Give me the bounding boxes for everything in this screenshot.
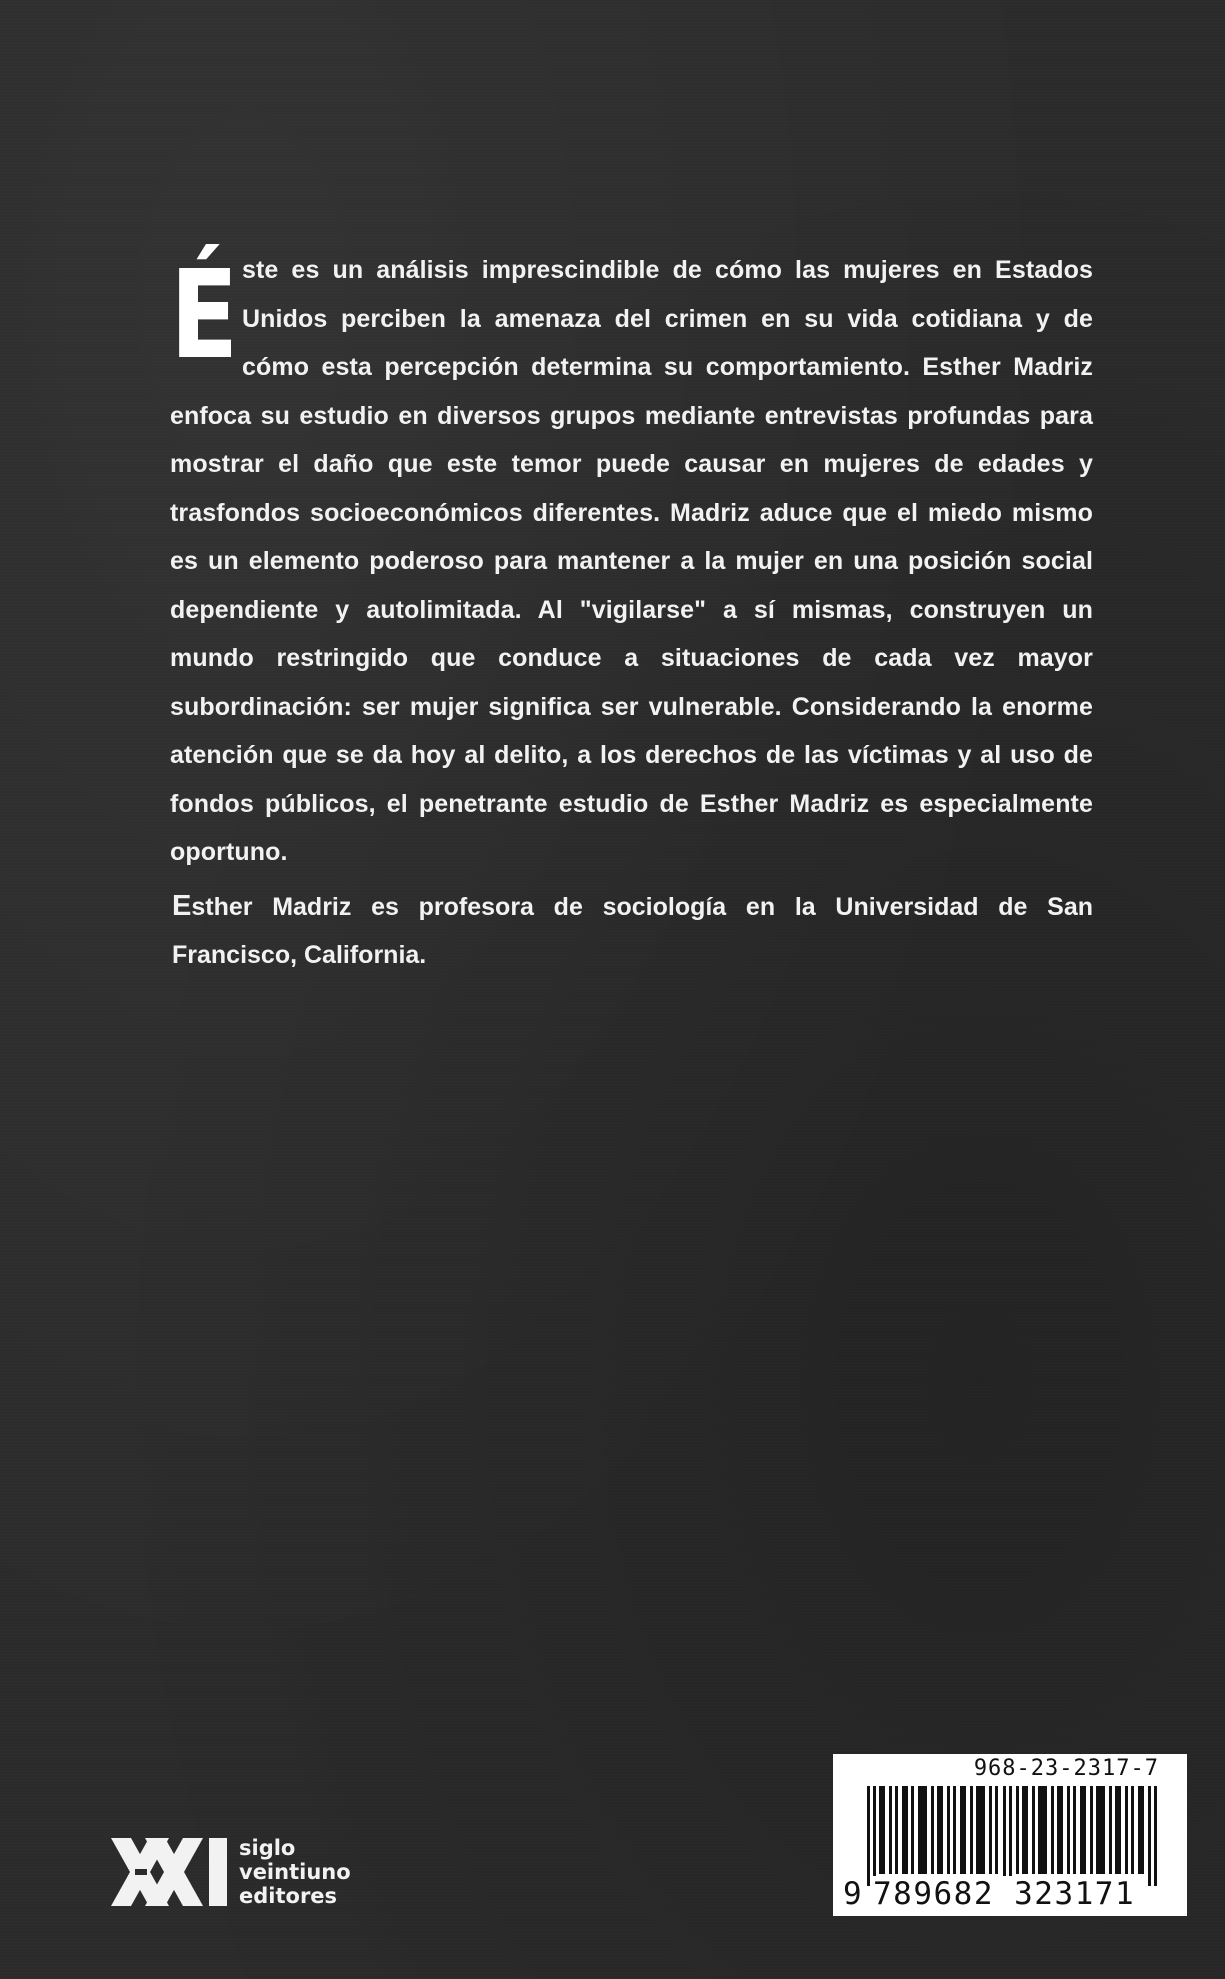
barcode-bars-icon: [839, 1786, 1181, 1886]
publisher-line-veintiuno: veintiuno: [239, 1860, 351, 1884]
author-bio: [172, 882, 1093, 979]
isbn-number: 968-23-2317-7: [973, 1756, 1159, 1781]
ean-first-digit: 9: [843, 1876, 864, 1912]
ean-digits: 789682 323171: [873, 1876, 1136, 1912]
author-bio-initial: E: [172, 890, 192, 922]
author-bio-text: sther Madriz es profesora de sociología en la Universidad de San Francisco, California.: [172, 893, 1093, 969]
drop-cap: É: [170, 244, 239, 386]
publisher-logo: [111, 1836, 361, 1908]
isbn-barcode: [833, 1754, 1187, 1916]
publisher-name: [239, 1836, 351, 1908]
publisher-line-editores: editores: [239, 1884, 338, 1908]
siglo-xxi-logo-icon: [111, 1836, 231, 1908]
publisher-line-siglo: siglo: [239, 1836, 296, 1860]
ean-number: [843, 1876, 1183, 1912]
blurb-text: ste es un análisis imprescindible de cómo las mujeres en Estados Unidos perciben la amenaza del crimen en su vida cotidiana y de cómo esta percepción determina su comportamiento. Esther Madriz enfoca su estudio en diversos grupos mediante entrevistas profundas para mostrar el daño que este temor puede causar en mujeres de edades y trasfondos socioeconómicos diferentes. Madriz aduce que el miedo mismo es un elemento poderoso para mantener a la mujer en una posición social dependiente y autolimitada. Al "vigilarse" a sí mismas, construyen un mundo restringido que conduce a situaciones de cada vez mayor subordinación: ser mujer significa ser vulnerable. Considerando la enorme atención que se da hoy al delito, a los derechos de las víctimas y al uso de fondos públicos, el penetrante estudio de Esther Madriz es especialmente oportuno.: [170, 256, 1093, 866]
blurb-paragraph: [170, 246, 1093, 877]
